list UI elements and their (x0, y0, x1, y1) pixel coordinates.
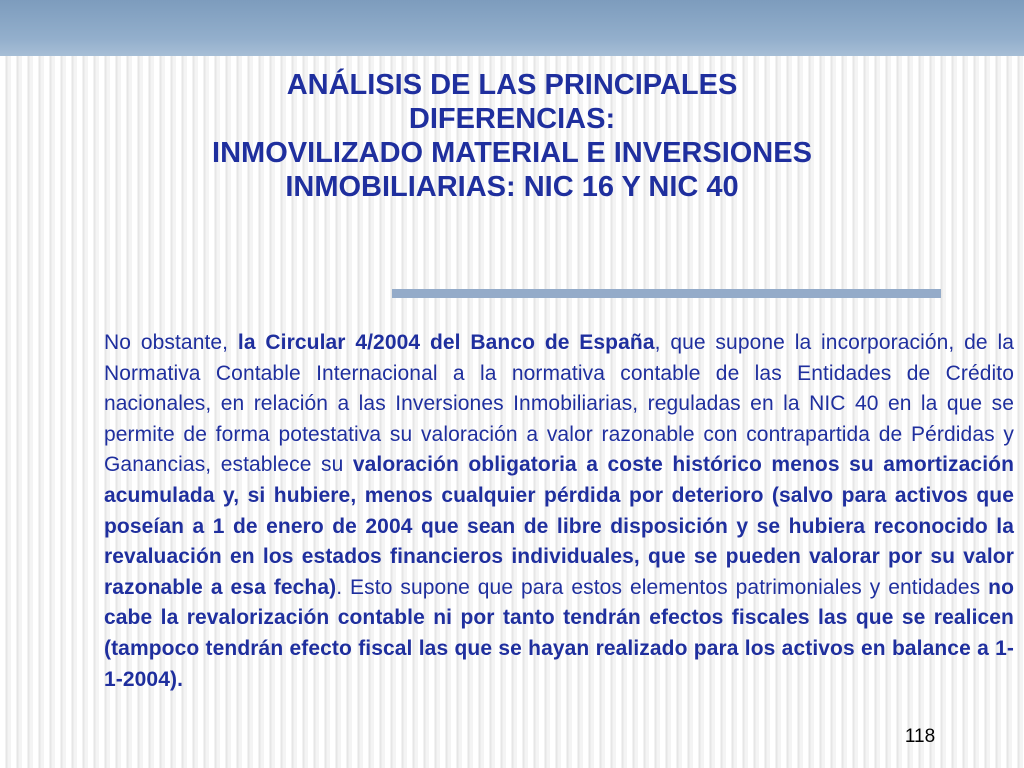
title-line-4: INMOBILIARIAS: NIC 16 Y NIC 40 (285, 171, 739, 203)
page-number: 118 (904, 726, 936, 747)
accent-divider (392, 289, 941, 298)
body-segment-circular: la Circular 4/2004 del Banco de España (237, 331, 655, 354)
header-band (0, 0, 1024, 56)
body-segment-intro: No obstante, (104, 331, 238, 354)
title-line-3: INMOVILIZADO MATERIAL E INVERSIONES (212, 137, 812, 169)
slide-title (40, 68, 984, 204)
title-line-2: DIFERENCIAS: (408, 103, 616, 135)
title-line-1: ANÁLISIS DE LAS PRINCIPALES (286, 69, 738, 101)
body-segment-consequence: . Esto supone que para estos elementos patrimoniales y entidades (336, 575, 989, 599)
body-segment-context: , que supone la incorporación, de la Normativa Contable Internacional a la normativa contable de las Entidades de Crédito nacionales, en relación a las Inversiones Inmobiliarias, reguladas en la NIC 40 en la que se permite de forma potestativa su valoración a valor razonable con contrapartida de Pérdidas y Ganancias, establece su (104, 331, 1014, 477)
body-segment-conclusion: no cabe la revalorización contable ni por tanto tendrán efectos fiscales las que se realicen (tampoco tendrán efecto fiscal las que se hayan realizado para los activos en balance a 1-1-2004). (104, 575, 1014, 691)
body-segment-valuation: valoración obligatoria a coste histórico menos su amortización acumulada y, si hubiere, menos cualquier pérdida por deterioro (salvo para activos que poseían a 1 de enero de 2004 que sean de libre disposición y se hubiera reconocido la revaluación en los estados financieros individuales, que se pueden valorar por su valor razonable a esa fecha) (104, 453, 1014, 599)
body-paragraph (104, 328, 1014, 695)
